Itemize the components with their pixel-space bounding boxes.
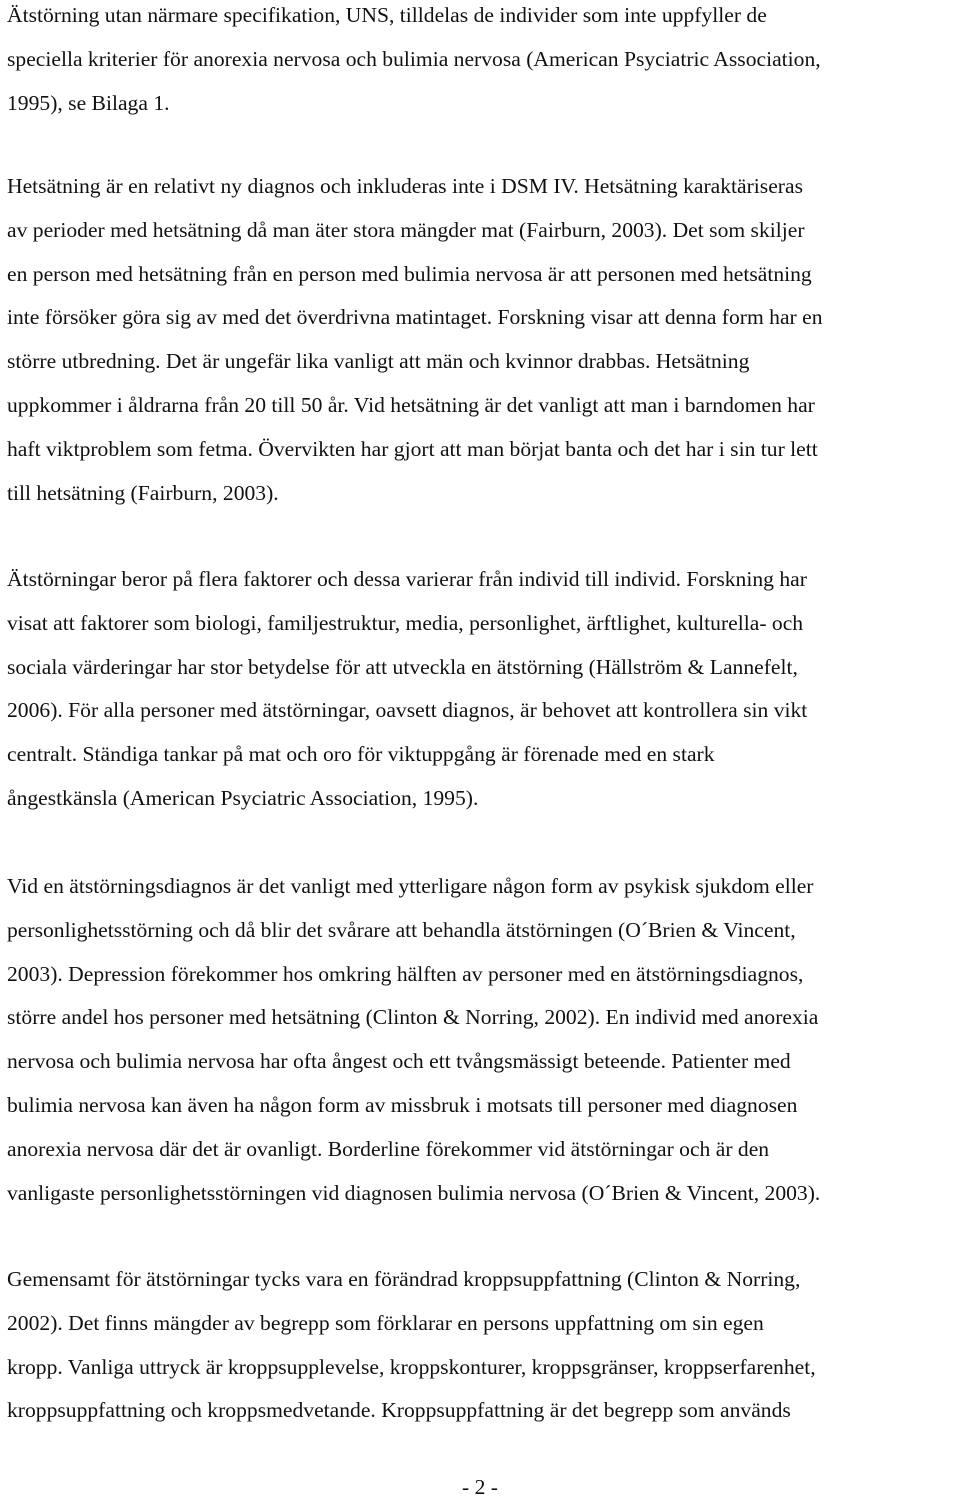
text-line: ångestkänsla (American Psyciatric Association, 1995). bbox=[7, 785, 479, 810]
text-line: Hetsätning är en relativt ny diagnos och inkluderas inte i DSM IV. Hetsätning karaktäriseras bbox=[7, 174, 803, 198]
text-line: 2002). Det finns mängder av begrepp som förklarar en persons uppfattning om sin egen bbox=[7, 1310, 764, 1335]
text-line: större andel hos personer med hetsätning (Clinton & Norring, 2002). En individ med anorexia bbox=[7, 1005, 819, 1030]
text-line: personlighetsstörning och då blir det svårare att behandla ätstörningen (O´Brien & Vincent, bbox=[7, 917, 796, 942]
text-line: Gemensamt för ätstörningar tycks vara en förändrad kroppsuppfattning (Clinton & Norring, bbox=[7, 1267, 801, 1291]
text-line: 2003). Depression förekommer hos omkring hälften av personer med en ätstörningsdiagnos, bbox=[7, 961, 804, 986]
text-line: inte försöker göra sig av med det överdrivna matintaget. Forskning visar att denna form har en bbox=[7, 305, 823, 330]
text-line: Ätstörning utan närmare specifikation, UNS, tilldelas de individer som inte uppfyller de bbox=[7, 3, 767, 27]
text-line: vanligaste personlighetsstörningen vid diagnosen bulimia nervosa (O´Brien & Vincent, 2003). bbox=[7, 1180, 821, 1205]
text-line: 1995), se Bilaga 1. bbox=[7, 90, 170, 115]
text-line: Vid en ätstörningsdiagnos är det vanligt med ytterligare någon form av psykisk sjukdom eller bbox=[7, 874, 814, 898]
page-number: - 2 - bbox=[462, 1475, 498, 1499]
paragraph-ed-nos bbox=[7, 0, 959, 125]
text-line: kroppsuppfattning och kroppsmedvetande. Kroppsuppfattning är det begrepp som används bbox=[7, 1398, 791, 1423]
paragraph-factors bbox=[7, 558, 959, 821]
paragraph-binge-eating bbox=[7, 165, 959, 515]
text-line: kropp. Vanliga uttryck är kroppsupplevelse, kroppskonturer, kroppsgränser, kroppserfarenhet, bbox=[7, 1354, 816, 1379]
text-line: Ätstörningar beror på flera faktorer och dessa varierar från individ till individ. Forskning har bbox=[7, 567, 807, 591]
text-line: bulimia nervosa kan även ha någon form av missbruk i motsats till personer med diagnosen bbox=[7, 1092, 798, 1117]
text-line: speciella kriterier för anorexia nervosa och bulimia nervosa (American Psyciatric Association, bbox=[7, 46, 821, 71]
text-line: till hetsätning (Fairburn, 2003). bbox=[7, 480, 279, 505]
text-line: haft viktproblem som fetma. Övervikten har gjort att man börjat banta och det har i sin tur lett bbox=[7, 436, 818, 461]
text-line: större utbredning. Det är ungefär lika vanligt att män och kvinnor drabbas. Hetsätning bbox=[7, 349, 750, 374]
paragraph-comorbidity bbox=[7, 865, 959, 1215]
text-line: centralt. Ständiga tankar på mat och oro för viktuppgång är förenade med en stark bbox=[7, 742, 715, 767]
text-line: nervosa och bulimia nervosa har ofta ångest och ett tvångsmässigt beteende. Patienter med bbox=[7, 1049, 791, 1074]
paragraph-body-image bbox=[7, 1258, 959, 1433]
text-line: visat att faktorer som biologi, familjestruktur, media, personlighet, ärftlighet, kulturella- och bbox=[7, 610, 804, 635]
text-line: en person med hetsätning från en person med bulimia nervosa är att personen med hetsätning bbox=[7, 261, 812, 286]
text-line: anorexia nervosa där det är ovanligt. Borderline förekommer vid ätstörningar och är den bbox=[7, 1136, 770, 1161]
text-line: av perioder med hetsätning då man äter stora mängder mat (Fairburn, 2003). Det som skiljer bbox=[7, 217, 805, 242]
text-line: 2006). För alla personer med ätstörningar, oavsett diagnos, är behovet att kontrollera sin vikt bbox=[7, 698, 808, 723]
text-line: sociala värderingar har stor betydelse för att utveckla en ätstörning (Hällström & Lannefelt, bbox=[7, 654, 798, 679]
text-line: uppkommer i åldrarna från 20 till 50 år. Vid hetsätning är det vanligt att man i barndomen har bbox=[7, 392, 815, 417]
